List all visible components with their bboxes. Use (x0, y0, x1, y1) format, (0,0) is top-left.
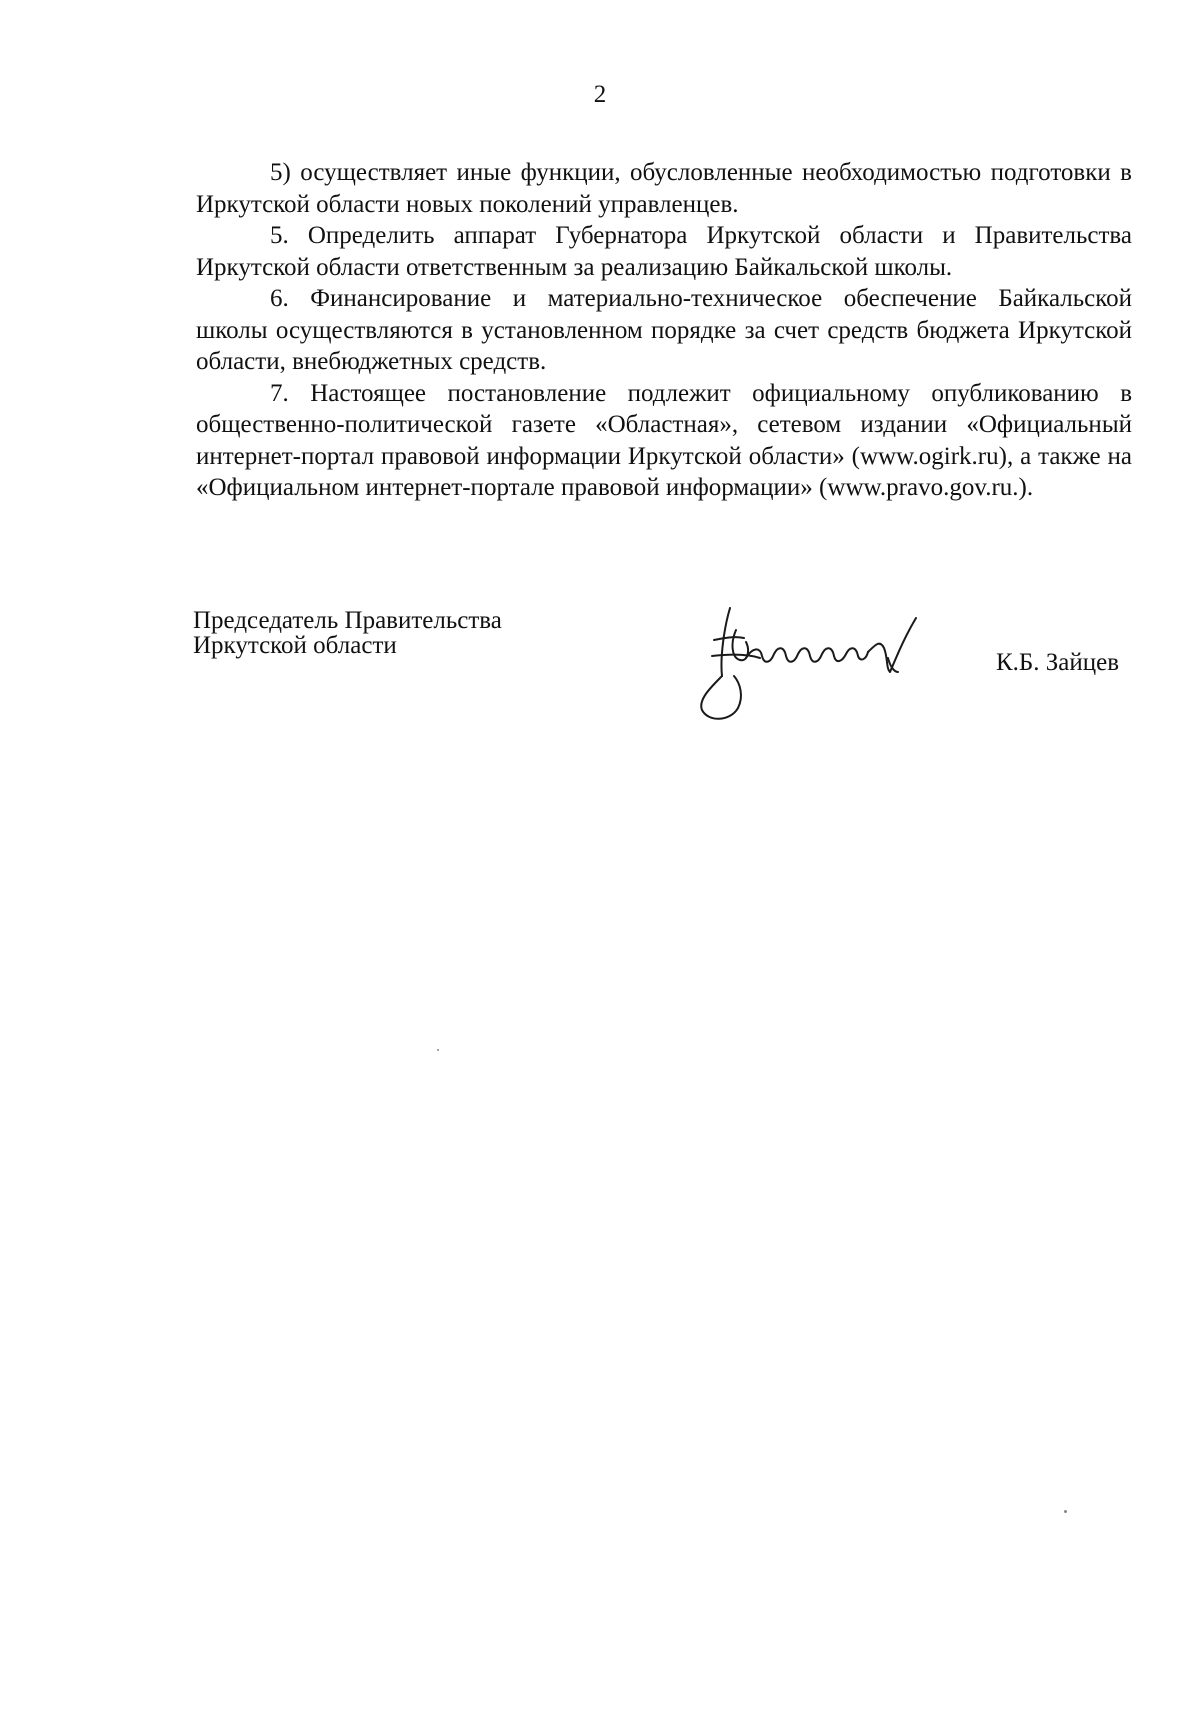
paragraph-5: 5. Определить аппарат Губернатора Иркутской области и Правительства Иркутской области ответственным за реализацию Байкальской школы. (196, 222, 1132, 281)
handwritten-signature (690, 588, 950, 728)
page-number: 2 (593, 81, 607, 108)
document-body (196, 157, 1132, 504)
scan-speck (1064, 1510, 1067, 1513)
paragraph-7: 7. Настоящее постановление подлежит официальному опубликованию в общественно-политической газете «Областная», сетевом издании «Официальный интернет-портал правовой информации Иркутской области» (www.ogirk.ru), а также на «Официальном интернет-портале правовой информации» (www.pravo.gov.ru.). (196, 379, 1132, 501)
signatory-name: К.Б. Зайцев (996, 649, 1120, 676)
paragraph-6: 6. Финансирование и материально-техническое обеспечение Байкальской школы осуществляются в установленном порядке за счет средств бюджета Иркутской области, внебюджетных средств. (196, 285, 1132, 375)
signatory-title-line1: Председатель Правительства (193, 607, 502, 634)
scan-speck (437, 1049, 439, 1051)
signatory-title-line2: Иркутской области (193, 632, 397, 659)
signature-block (0, 608, 1200, 728)
signatory-title (193, 608, 593, 658)
paragraph-item-5: 5) осуществляет иные функции, обусловленные необходимостью подготовки в Иркутской области новых поколений управленцев. (196, 159, 1132, 218)
